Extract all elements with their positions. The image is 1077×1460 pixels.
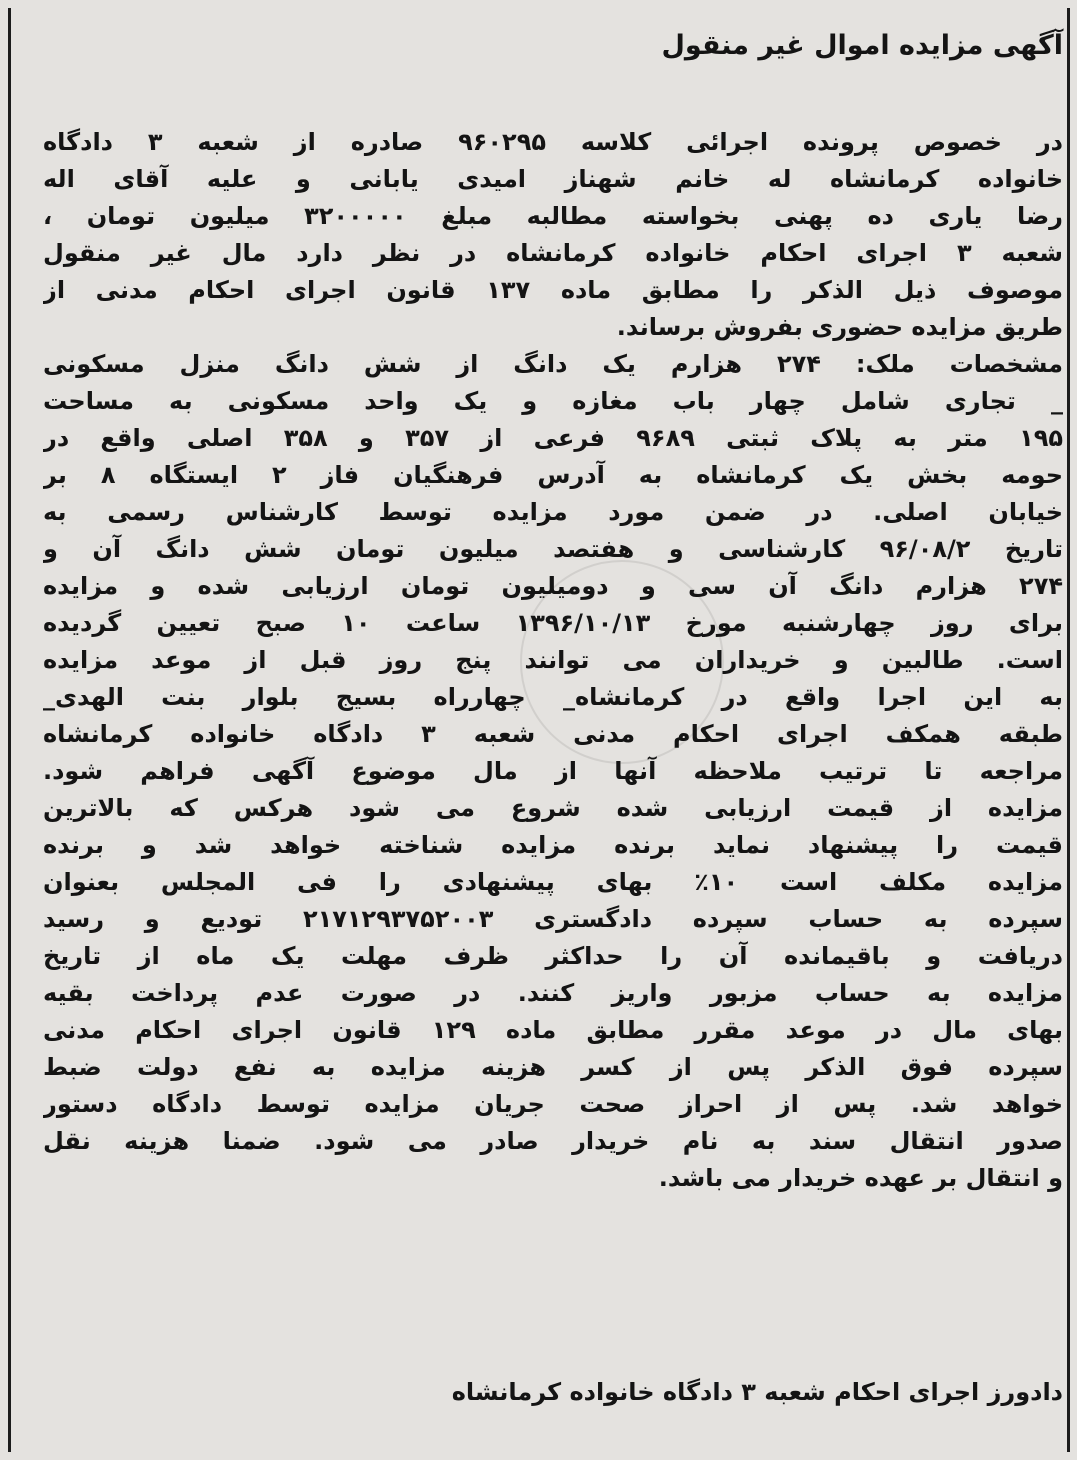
notice-line: سپرده فوق الذکر پس از کسر هزینه مزایده به نفع دولت ضبط xyxy=(43,1053,1063,1081)
notice-line: مراجعه تا ترتیب ملاحظه آنها از مال موضوع آگهی فراهم شود. xyxy=(43,757,1063,785)
notice-line: ۱۹۵ متر به پلاک ثبتی ۹۶۸۹ فرعی از ۳۵۷ و ۳۵۸ اصلی واقع در xyxy=(43,424,1063,452)
notice-line: سپرده به حساب سپرده دادگستری ۲۱۷۱۲۹۳۷۵۲۰۰۳ تودیع و رسید xyxy=(43,905,1063,933)
notice-line: رضا یاری ده پهنی بخواسته مطالبه مبلغ ۳۲۰۰۰۰۰ میلیون تومان ، xyxy=(43,202,1063,230)
notice-line: خیابان اصلی. در ضمن مورد مزایده توسط کارشناس رسمی به xyxy=(43,498,1063,526)
notice-line: خواهد شد. پس از احراز صحت جریان مزایده توسط دادگاه دستور xyxy=(43,1090,1063,1118)
notice-line: تاریخ ۹۶/۰۸/۲ کارشناسی و هفتصد میلیون تومان شش دانگ آن و xyxy=(43,535,1063,563)
notice-line: _ تجاری شامل چهار باب مغازه و یک واحد مسکونی به مساحت xyxy=(43,387,1063,415)
notice-line: ۲۷۴ هزارم دانگ آن سی و دومیلیون تومان ارزیابی شده و مزایده xyxy=(43,572,1063,600)
notice-line: طریق مزایده حضوری بفروش برساند. xyxy=(616,313,1063,341)
notice-signature: دادورز اجرای احکام شعبه ۳ دادگاه خانواده کرمانشاه xyxy=(451,1378,1063,1406)
notice-line: و انتقال بر عهده خریدار می باشد. xyxy=(658,1164,1063,1192)
notice-line: دریافت و باقیمانده آن را حداکثر ظرف مهلت یک ماه از تاریخ xyxy=(43,942,1063,970)
notice-line: قیمت را پیشنهاد نماید برنده مزایده شناخته خواهد شد و برنده xyxy=(43,831,1063,859)
notice-line: مزایده از قیمت ارزیابی شده شروع می شود هرکس که بالاترین xyxy=(43,794,1063,822)
notice-title: آگهی مزایده اموال غیر منقول xyxy=(661,30,1063,61)
notice-line: حومه بخش یک کرمانشاه به آدرس فرهنگیان فاز ۲ ایستگاه ۸ بر xyxy=(43,461,1063,489)
notice-line: مزایده مکلف است ۱۰٪ بهای پیشنهادی را فی المجلس بعنوان xyxy=(43,868,1063,896)
notice-line: مشخصات ملک: ۲۷۴ هزارم یک دانگ از شش دانگ منزل مسکونی xyxy=(43,350,1063,378)
notice-body xyxy=(43,124,1063,1197)
notice-line: موصوف ذیل الذکر را مطابق ماده ۱۳۷ قانون اجرای احکام مدنی از xyxy=(43,276,1063,304)
notice-line: برای روز چهارشنبه مورخ ۱۳۹۶/۱۰/۱۳ ساعت ۱۰ صبح تعیین گردیده xyxy=(43,609,1063,637)
notice-line: صدور انتقال سند به نام خریدار صادر می شود. ضمنا هزینه نقل xyxy=(43,1127,1063,1155)
notice-line: در خصوص پرونده اجرائی کلاسه ۹۶۰۲۹۵ صادره از شعبه ۳ دادگاه xyxy=(43,128,1063,156)
notice-line: است. طالبین و خریداران می توانند پنج روز قبل از موعد مزایده xyxy=(43,646,1063,674)
notice-line: مزایده به حساب مزبور واریز کنند. در صورت عدم پرداخت بقیه xyxy=(43,979,1063,1007)
notice-line: بهای مال در موعد مقرر مطابق ماده ۱۲۹ قانون اجرای احکام مدنی xyxy=(43,1016,1063,1044)
notice-line: طبقه همکف اجرای احکام مدنی شعبه ۳ دادگاه خانواده کرمانشاه xyxy=(43,720,1063,748)
notice-line: شعبه ۳ اجرای احکام خانواده کرمانشاه در نظر دارد مال غیر منقول xyxy=(43,239,1063,267)
notice-line: به این اجرا واقع در کرمانشاه_ چهارراه بسیج بلوار بنت الهدی_ xyxy=(43,683,1063,711)
notice-line: خانواده کرمانشاه له خانم شهناز امیدی یابانی و علیه آقای اله xyxy=(43,165,1063,193)
